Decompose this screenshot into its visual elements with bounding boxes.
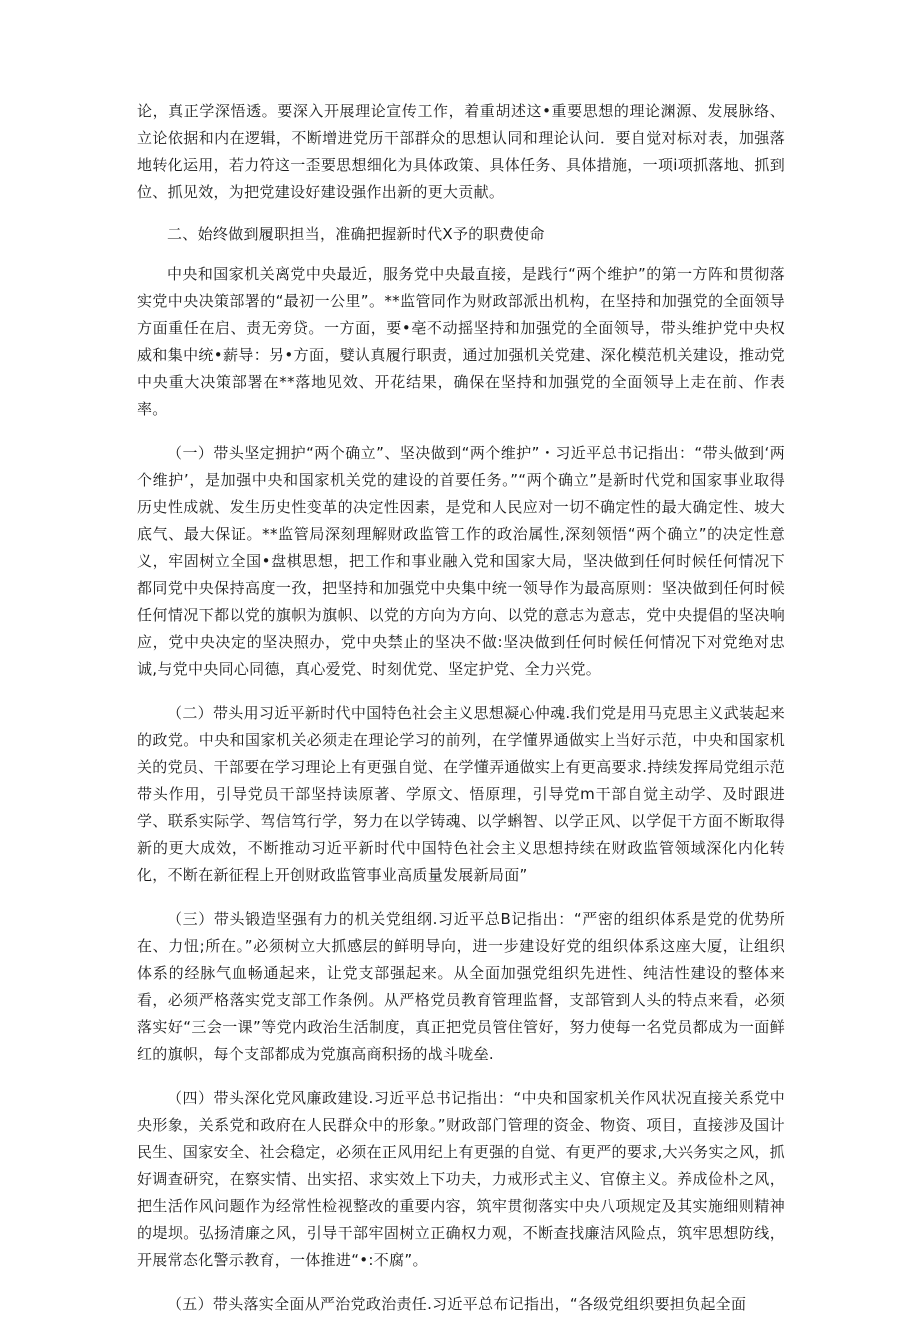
- paragraph-item-5: （五）带头落实全面从严治党政治责任.习近平总布记指出，“各级党组织要担负起全面: [167, 1295, 747, 1313]
- paragraph-item-4: （四）带头深化党风廉政建设.习近平总书记指出：“中央和国家机关作风状况直接关系党中央形象，关系党和政府在人民群众中的形象。”财政部门管理的资金、物资、项目，直接涉及国计民生、国家安全、社会稳定，必须在正风用纪上有更强的自觉、有更严的要求,大兴务实之风，抓好调查研究，在察实情、出实招、求实效上下功夫，力戒形式主义、官僚主义。养成俭朴之风，把生活作风问题作为经常性检视整改的重要内容，筑牢贯彻落实中央八项规定及其实施细则精神的堤坝。弘扬清廉之风，引导干部牢固树立正确权力观，不断查找廉洁风险点，筑牢思想防线，开展常态化警示教育，一体推进“•:不腐”。: [137, 1089, 785, 1269]
- paragraph-intro: 中央和国家机关离党中央最近，服务党中央最直接，是践行“两个维护”的第一方阵和贯彻落实党中央决策部署的“最初一公里”。**监管同作为财政部派出机构，在坚持和加强党的全面领导方面重任在启、责无旁贷。一方面，要•亳不动摇坚持和加强党的全面领导，带头维护党中央权威和集中统•薪导：另•方面，嬖认真履行职责，通过加强机关党建、深化模范机关建设，推动党中央重大决策部署在**落地见效、开花结果，确保在坚持和加强党的全面领导上走在前、作表率。: [137, 265, 785, 418]
- paragraph-item-3: （三）带头锻造坚强有力的机关党组纲.习近平总B记指出：“严密的组织体系是党的优势所在、力忸;所在。”必须树立大抓感层的鲜明导向，进一步建设好党的组织体系这座大厦，让组织体系的经脉气血畅通起来，让党支部强起来。从全面加强党组织先进性、纯洁性建设的整体来看，必须严格落实党支部工作条例。从严格党员教育管理监督，支部管到人头的特点来看，必须落实好“三会一课”等党内政治生活制度，真正把党员管住管好，努力使每一名党员都成为一面鲜红的旗帜，每个支部都成为党旗高商积扬的战斗咙垒.: [137, 910, 785, 1063]
- paragraph-item-2: （二）带头用习近平新时代中国特色社会主义思想凝心仲魂.我们党是用马克思主义武装起来的政党。中央和国家机关必须走在理论学习的前列，在学懂界通做实上当好示范，中央和国家机关的党员、干部要在学习理论上有更强自觉、在学懂弄通做实上有更高要求.持续发挥局党组示范带头作用，引导党员干部坚持读原著、学原文、悟原理，引导党m干部自觉主动学、及时跟进学、联系实际学、驾信笃行学，努力在以学铸魂、以学蝌智、以学正风、以学促干方面不断取得新的更大成效，不断推动习近平新时代中国特色社会主义思想持续在财政监管领域深化内化转化，不断在新征程上开创财政监管事业高质量发展新局面”: [137, 704, 785, 884]
- document-body: [137, 98, 785, 1318]
- paragraph-continuation: 论，真正学深悟透。要深入开展理论宣传工作，着重胡述这•重要思想的理论渊源、发展脉络、立论依据和内在逻辑，不断增进党历干部群众的思想认同和理论认问．要自觉对标对表，加强落地转化运用，若力符这一歪要思想细化为具体政策、具体任务、具体措施，一项i项抓落地、抓到位、抓见效，为把党建设好建设强作出新的更大贡献。: [137, 102, 785, 201]
- paragraph-item-1: （一）带头坚定拥护“两个确立”、坚决做到“两个维护”・习近平总书记指出：“带头做到‘两个维护’，是加强中央和国家机关党的建设的首要任务。”“两个确立”是新时代党和国家事业取得历史性成就、发生历史性变革的决定性因素，是党和人民应对一切不确定性的最大确定性、坡大底气、最大保证。**监管局深刻理解财政监管工作的政治属性,深刻领悟“两个确立”的决定性意义，牢固树立全国•盘棋思想，把工作和事业融入党和国家大局，坚决做到任何时候任何情况下都同党中央保持高度一孜，把坚持和加强党中央集中统一领导作为最高原则：坚决做到任何时候任何情况下都以党的旗帜为旗帜、以党的方向为方向、以党的意志为意志，党中央提倡的坚决响应，党中央决定的坚决照办，党中央禁止的坚决不做:坚决做到任何时候任何情况下对党绝对忠诚,与党中央同心同德，真心爱党、时刻优党、坚定护党、全力兴党。: [137, 444, 785, 678]
- section-heading-two: 二、始终做到履职担当，准确把握新时代X予的职费使命: [167, 225, 545, 243]
